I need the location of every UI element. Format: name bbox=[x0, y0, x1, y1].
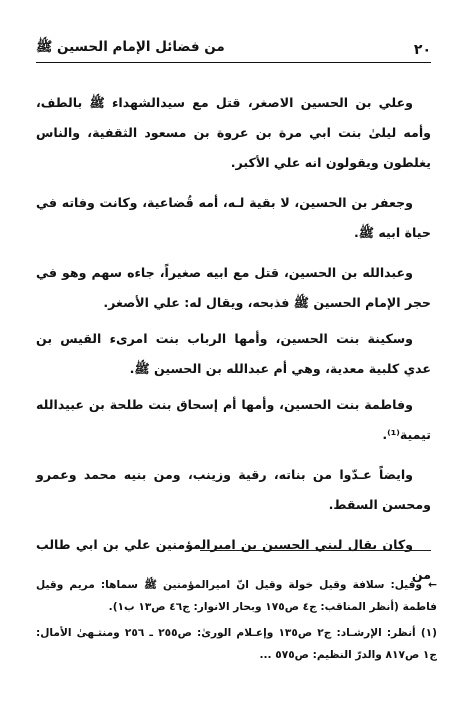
main-text bbox=[36, 88, 431, 600]
paragraph-abdullah: وعبدالله بن الحسين، قتل مع ابيه صغيراً، جاءه سهم وهو في حجر الإمام الحسين ﷺ فذبحه، ويقال له: علي الأصغر. bbox=[36, 265, 431, 310]
page-header bbox=[36, 34, 431, 58]
paragraph-fatima: وفاطمة بنت الحسين، وأمها أم إسحاق بنت طلحة بن عبيدالله تيمية⁽¹⁾. bbox=[36, 397, 431, 442]
footnotes bbox=[36, 574, 437, 670]
footnote-continued: ← وقيل: سلافة وقيل خولة وقيل انّ اميرالمؤمنين ﷺ سماها: مريم وقيل فاطمة (أنظر المناقب: ج٤ ص١٧٥ وبحار الانوار: ج٤٦ ص١٣ ب١). bbox=[36, 579, 437, 613]
page-number: ٢٠ bbox=[413, 42, 431, 58]
paragraph-sakina: وسكينة بنت الحسين، وأمها الرباب بنت امرىء القيس بن عدي كلبية معدية، وهي أم عبدالله بن الحسين ﷺ. bbox=[36, 331, 431, 376]
paragraph-other-children: وايضاً عـدّوا من بناته، رقية وزينب، ومن بنيه محمد وعمرو ومحسن السقط. bbox=[36, 467, 431, 512]
header-rule bbox=[36, 62, 431, 63]
paragraph-jafar: وجعفر بن الحسين، لا بقية لـه، أمه قُضاعية، وكانت وفاته في حياة ابيه ﷺ. bbox=[36, 195, 431, 240]
footnote-1: (١) أنظر: الإرشـاد: ج٢ ص١٣٥ وإعـلام الورىٰ: ص٢٥٥ ـ ٢٥٦ ومنتـهىٰ الأمال: ج١ ص٨١٧ والدرّ النظيم: ص٥٧٥ ... bbox=[36, 627, 437, 661]
running-title: من فضائل الإمام الحسين ﷺ bbox=[36, 39, 225, 55]
footnote-separator bbox=[200, 550, 431, 551]
paragraph-continuation: وكان يقال لبني الحسين بن اميرالمؤمنين علي بن ابي طالب من bbox=[36, 537, 431, 582]
paragraph-ali-asghar: وعلي بن الحسين الاصغر، قتل مع سيدالشهداء ﷺ بالطف، وأمه ليلىٰ بنت ابي مرة بن عروة بن مسعود الثقفية، والناس يغلطون ويقولون انه علي الأكبر. bbox=[36, 95, 431, 170]
